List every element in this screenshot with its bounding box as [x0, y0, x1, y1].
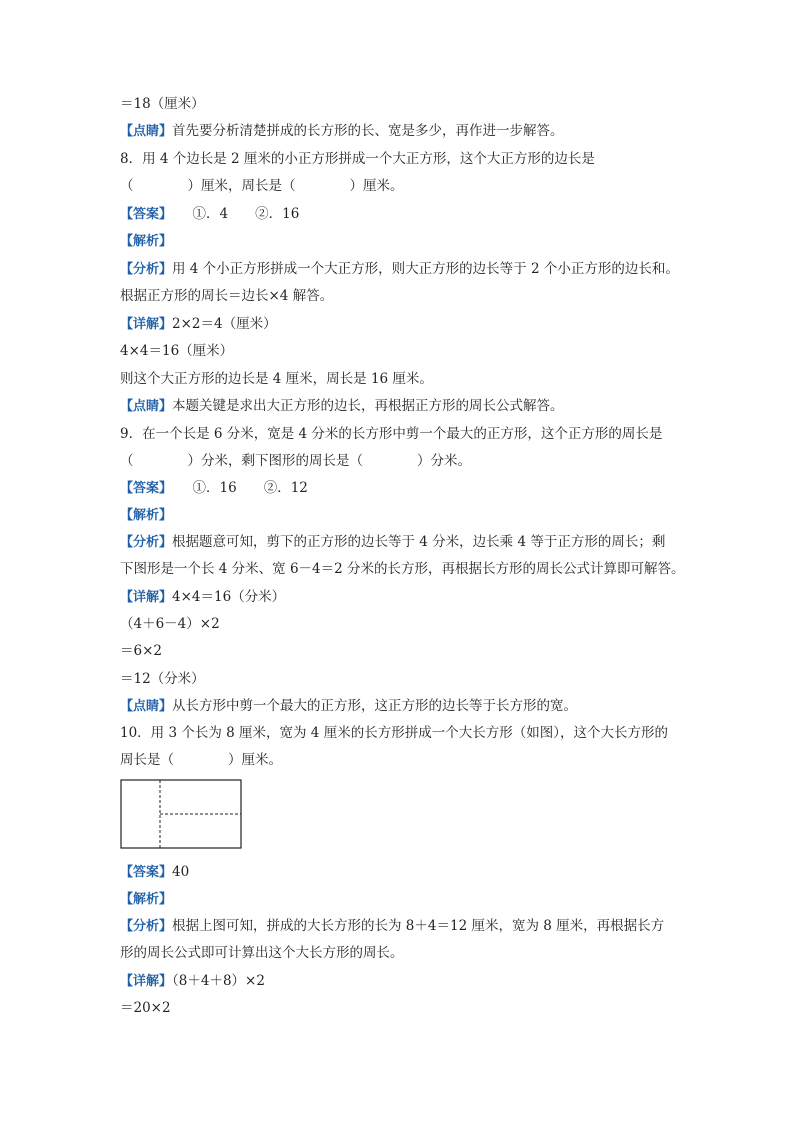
question-8-line-2: （ ）厘米，周长是（ ）厘米。	[120, 178, 404, 194]
question-8-jiexi	[120, 231, 172, 252]
question-8-fenxi-2: 根据正方形的周长＝边长×4 解答。	[120, 288, 334, 304]
answer-tag: 【答案】	[120, 481, 166, 496]
fenxi-text: 用 4 个小正方形拼成一个大正方形，则大正方形的边长等于 2 个小正方形的边长和。	[172, 261, 679, 277]
question-9-line-2: （ ）分米，剩下图形的周长是（ ）分米。	[120, 453, 471, 469]
question-10-line-2: 周长是（ ）厘米。	[120, 752, 282, 768]
fenxi-text: 根据上图可知，拼成的大长方形的长为 8＋4＝12 厘米，宽为 8 厘米，再根据长方	[172, 918, 665, 934]
question-9-answer	[120, 478, 308, 499]
xiangjie-text: （8＋4＋8）×2	[172, 973, 265, 989]
question-8-xiangjie-2: 4×4＝16（厘米）	[120, 343, 234, 359]
dianjing-line	[120, 121, 564, 142]
question-8-xiangjie-3: 则这个大正方形的边长是 4 厘米，周长是 16 厘米。	[120, 371, 433, 387]
answer-text: 40	[172, 864, 190, 880]
question-9-xiangjie-1	[120, 587, 285, 608]
calc-result-line: ＝18（厘米）	[120, 96, 205, 112]
xiangjie-text: 4×4＝16（分米）	[172, 589, 286, 605]
dianjing-text: 首先要分析清楚拼成的长方形的长、宽是多少，再作进一步解答。	[172, 123, 564, 139]
question-10-xiangjie-1	[120, 971, 265, 992]
question-8-fenxi-1	[120, 259, 679, 280]
jiexi-tag: 【解析】	[120, 892, 173, 907]
question-9-xiangjie-2: （4＋6－4）×2	[120, 616, 220, 632]
fenxi-tag: 【分析】	[120, 262, 173, 277]
fenxi-tag: 【分析】	[120, 535, 173, 550]
question-9-xiangjie-4: ＝12（分米）	[120, 671, 205, 687]
answer-tag: 【答案】	[120, 207, 166, 222]
jiexi-tag: 【解析】	[120, 508, 173, 523]
question-10-xiangjie-2: ＝20×2	[120, 1000, 171, 1016]
xiangjie-tag: 【详解】	[120, 590, 173, 605]
dianjing-text: 从长方形中剪一个最大的正方形，这正方形的边长等于长方形的宽。	[172, 698, 578, 714]
question-9-jiexi	[120, 505, 172, 526]
dianjing-tag: 【点睛】	[120, 399, 173, 414]
question-10-jiexi	[120, 889, 172, 910]
question-9-fenxi-1	[120, 532, 665, 553]
dianjing-text: 本题关键是求出大正方形的边长，再根据正方形的周长公式解答。	[172, 398, 564, 414]
xiangjie-tag: 【详解】	[120, 974, 173, 989]
answer-text: ①．16 ②．12	[165, 480, 308, 496]
jiexi-tag: 【解析】	[120, 234, 173, 249]
question-9-xiangjie-3: ＝6×2	[120, 643, 162, 659]
question-10-fenxi-1	[120, 916, 664, 937]
question-10-line-1: 10．用 3 个长为 8 厘米，宽为 4 厘米的长方形拼成一个大长方形（如图），这个大长方形的	[120, 725, 668, 741]
answer-tag: 【答案】	[120, 865, 173, 880]
dianjing-tag: 【点睛】	[120, 699, 173, 714]
question-8-line-1: 8．用 4 个边长是 2 厘米的小正方形拼成一个大正方形，这个大正方形的边长是	[120, 151, 595, 167]
question-8-answer	[120, 204, 299, 225]
question-10-fenxi-2: 形的周长公式即可计算出这个大长方形的周长。	[120, 945, 404, 961]
fenxi-text: 根据题意可知，剪下的正方形的边长等于 4 分米，边长乘 4 等于正方形的周长；剩	[172, 534, 666, 550]
rectangle-figure	[120, 779, 242, 849]
xiangjie-tag: 【详解】	[120, 317, 173, 332]
xiangjie-text: 2×2＝4（厘米）	[172, 316, 277, 332]
question-9-fenxi-2: 下图形是一个长 4 分米、宽 6－4＝2 分米的长方形，再根据长方形的周长公式计算即可解答。	[120, 561, 685, 577]
question-9-line-1: 9．在一个长是 6 分米，宽是 4 分米的长方形中剪一个最大的正方形，这个正方形的周长是	[120, 426, 663, 442]
answer-text: ①．4 ②．16	[165, 206, 300, 222]
question-8-dianjing	[120, 396, 564, 417]
fenxi-tag: 【分析】	[120, 919, 173, 934]
question-8-xiangjie-1	[120, 314, 277, 335]
question-10-answer	[120, 862, 189, 883]
question-9-dianjing	[120, 696, 577, 717]
dianjing-tag: 【点睛】	[120, 124, 173, 139]
